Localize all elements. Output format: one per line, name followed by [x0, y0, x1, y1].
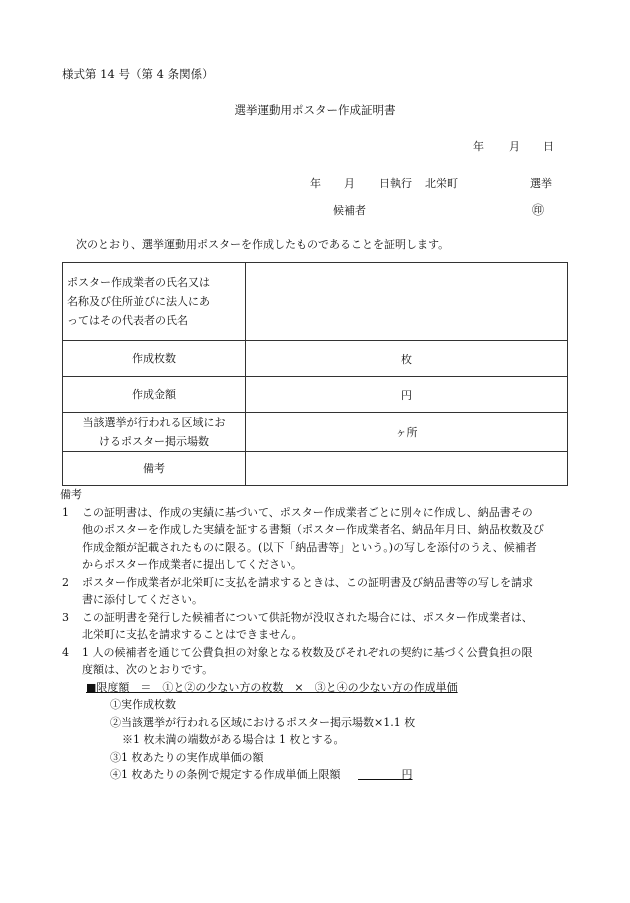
- candidate-label: 候補者: [333, 204, 366, 217]
- table-row: [63, 377, 568, 413]
- quantity-label: 作成枚数: [63, 341, 246, 377]
- note-line: 度額は、次のとおりです。: [82, 663, 214, 676]
- note-line: 北栄町に支払を請求することはできません。: [82, 628, 303, 641]
- sub-item: ③1 枚あたりの実作成単価の額: [110, 750, 264, 764]
- date-year: 年: [473, 140, 484, 153]
- quantity-value[interactable]: 枚: [246, 341, 568, 377]
- maker-name-value[interactable]: [246, 263, 568, 341]
- election-year: 年: [310, 177, 321, 190]
- note-number: 2: [62, 575, 69, 589]
- note-item: [60, 644, 570, 679]
- note-item: [60, 609, 570, 644]
- notes-heading: 備考: [60, 488, 82, 501]
- election-label: 選挙: [530, 177, 552, 190]
- table-row: [63, 452, 568, 486]
- intro-text: 次のとおり、選挙運動用ポスターを作成したものであることを証明します。: [76, 238, 450, 251]
- note-line: 1 人の候補者を通じて公費負担の対象となる枚数及びそれぞれの契約に基づく公費負担の限: [82, 645, 533, 659]
- note-line: 他のポスターを作成した実績を証する書類（ポスター作成業者名、納品年月日、納品枚数及び: [82, 523, 544, 536]
- note-text: [82, 644, 570, 679]
- document-title: 選挙運動用ポスター作成証明書: [234, 103, 396, 117]
- sub-item-text: ④1 枚あたりの条例で規定する作成単価上限額: [110, 768, 341, 781]
- note-text: [82, 609, 570, 644]
- sub-item: ①実作成枚数: [110, 698, 176, 711]
- note-item: [60, 504, 570, 574]
- remarks-value[interactable]: [246, 452, 568, 486]
- note-line: この証明書を発行した候補者について供託物が没収された場合には、ポスター作成業者は、: [82, 610, 533, 624]
- board-count-value[interactable]: ヶ所: [246, 413, 568, 452]
- form-number: 様式第 14 号（第 4 条関係）: [62, 67, 214, 81]
- board-count-label: [63, 413, 246, 452]
- date-month: 月: [509, 140, 520, 153]
- election-month: 月: [344, 177, 355, 190]
- sub-item: [110, 766, 570, 784]
- note-line: この証明書は、作成の実績に基づいて、ポスター作成業者ごとに別々に作成し、納品書その: [82, 505, 533, 519]
- election-held: 日執行: [379, 177, 412, 190]
- amount-label: 作成金額: [63, 377, 246, 413]
- note-line: ポスター作成業者が北栄町に支払を請求するときは、この証明書及び納品書等の写しを請求: [82, 575, 533, 589]
- note-line: 作成金額が記載されたものに限る。(以下「納品書等」という。)の写しを添付のうえ、候補者: [82, 540, 537, 554]
- label-line: ってはその代表者の氏名: [67, 314, 188, 327]
- notes-section: [60, 486, 570, 784]
- remarks-label: 備考: [63, 452, 246, 486]
- table-row: [63, 413, 568, 452]
- election-town: 北栄町: [425, 177, 458, 190]
- note-number: 3: [62, 610, 69, 624]
- label-line: けるポスター掲示場数: [99, 435, 209, 448]
- label-line: 当該選挙が行われる区域にお: [82, 416, 226, 429]
- note-item: [60, 574, 570, 609]
- formula-text: ■限度額 ＝ ①と②の少ない方の枚数 × ③と④の少ない方の作成単価: [86, 680, 458, 694]
- sub-item: ②当該選挙が行われる区域におけるポスター掲示場数×1.1 枚: [110, 715, 416, 729]
- table-row: [63, 341, 568, 377]
- maker-name-label: [63, 263, 246, 341]
- note-number: 4: [62, 645, 69, 659]
- yen-unit: 円: [401, 768, 413, 781]
- amount-value[interactable]: 円: [246, 377, 568, 413]
- certificate-table: [62, 262, 568, 486]
- note-line: 書に添付してください。: [82, 593, 203, 606]
- date-day: 日: [543, 140, 554, 153]
- yen-blank[interactable]: [358, 767, 402, 780]
- note-line: からポスター作成業者に提出してください。: [82, 558, 302, 571]
- limit-formula: [86, 679, 570, 697]
- table-row: [63, 263, 568, 341]
- note-number: 1: [62, 505, 69, 519]
- note-text: [82, 504, 570, 574]
- seal-mark: ㊞: [532, 203, 545, 217]
- note-text: [82, 574, 570, 609]
- label-line: ポスター作成業者の氏名又は: [67, 276, 210, 289]
- sub-item-note: ※1 枚未満の端数がある場合は 1 枚とする。: [122, 733, 345, 746]
- label-line: 名称及び住所並びに法人にあ: [67, 295, 210, 308]
